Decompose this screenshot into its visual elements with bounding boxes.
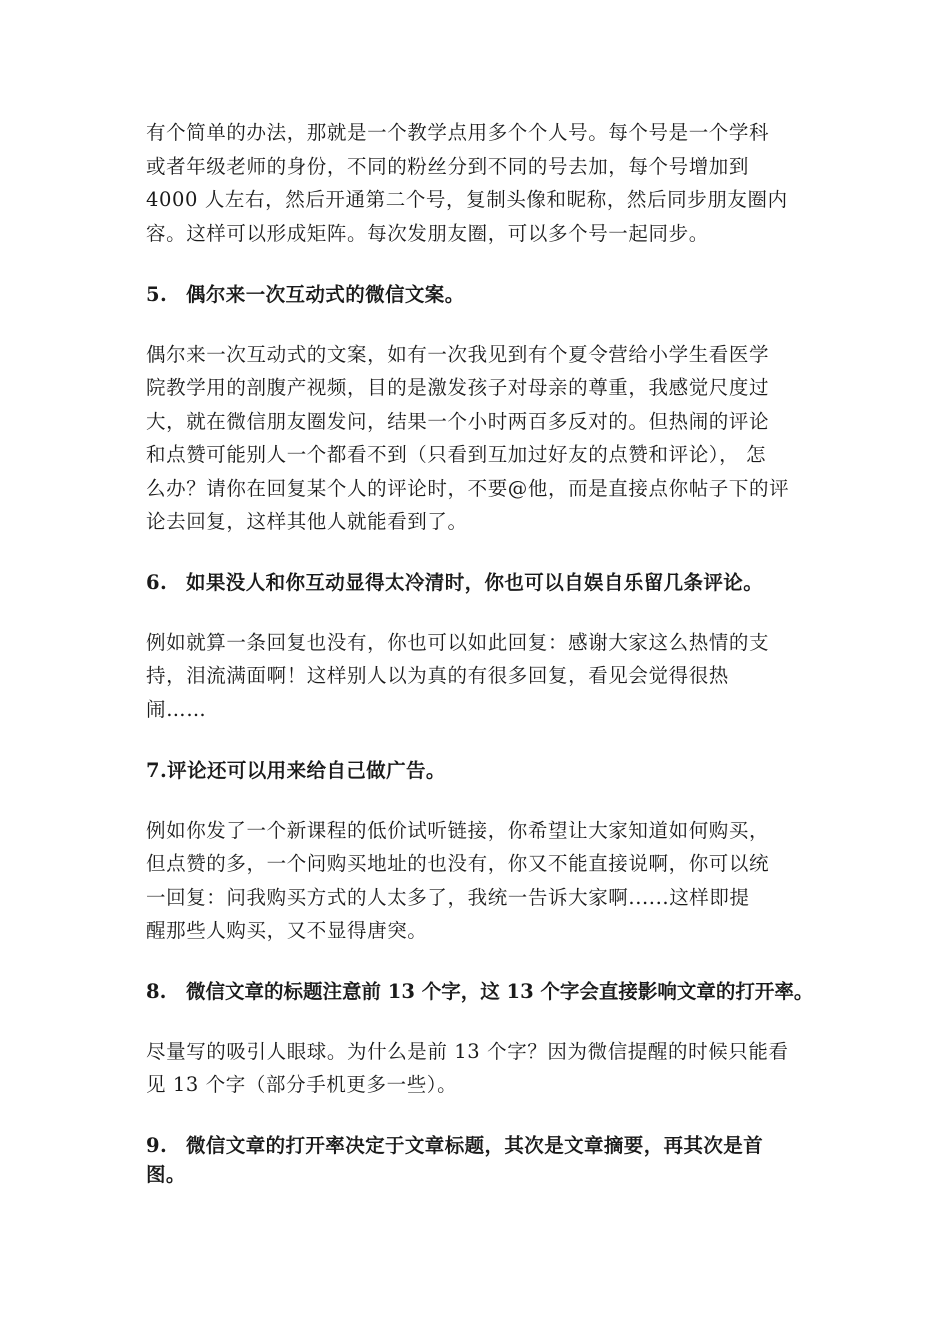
section-heading-6	[146, 571, 763, 595]
paragraph-line: 或者年级老师的身份，不同的粉丝分到不同的号去加，每个号增加到	[146, 155, 750, 178]
heading-number: 7.	[146, 759, 168, 782]
paragraph-line: 论去回复，这样其他人就能看到了。	[146, 510, 468, 533]
heading-text: 微信文章的打开率决定于文章标题，其次是文章摘要，再其次是首	[186, 1134, 764, 1157]
paragraph-line: 醒那些人购买，又不显得唐突。	[146, 919, 428, 942]
section-heading-8	[146, 980, 813, 1004]
paragraph-line: 有个简单的办法，那就是一个教学点用多个个人号。每个号是一个学科	[146, 121, 770, 144]
paragraph-line: 尽量写的吸引人眼球。为什么是前 13 个字？因为微信提醒的时候只能看	[146, 1040, 789, 1063]
heading-text: 评论还可以用来给自己做广告。	[167, 759, 446, 782]
paragraph-line: 例如就算一条回复也没有，你也可以如此回复：感谢大家这么热情的支	[146, 631, 770, 654]
paragraph-line: 大，就在微信朋友圈发问，结果一个小时两百多反对的。但热闹的评论	[146, 410, 770, 433]
paragraph-line: 院教学用的剖腹产视频，目的是激发孩子对母亲的尊重，我感觉尺度过	[146, 376, 770, 399]
heading-number: 6.	[146, 571, 168, 594]
paragraph-line: 例如你发了一个新课程的低价试听链接，你希望让大家知道如何购买，	[146, 819, 770, 842]
heading-number: 8.	[146, 980, 167, 1003]
heading-text: 如果没人和你互动显得太冷清时，你也可以自娱自乐留几条评论。	[186, 571, 764, 594]
paragraph-line: 4000 人左右，然后开通第二个号，复制头像和昵称，然后同步朋友圈内	[146, 188, 788, 211]
section-heading-9	[146, 1134, 763, 1158]
paragraph-line: 偶尔来一次互动式的文案，如有一次我见到有个夏令营给小学生看医学	[146, 343, 770, 366]
heading-text: 偶尔来一次互动式的微信文案。	[186, 283, 465, 306]
heading-text: 微信文章的标题注意前 13 个字，这 13 个字会直接影响文章的打开率。	[186, 980, 814, 1003]
section-heading-7	[146, 759, 446, 783]
paragraph-line: 容。这样可以形成矩阵。每次发朋友圈，可以多个号一起同步。	[146, 222, 709, 245]
section-heading-9-continued: 图。	[146, 1163, 186, 1186]
paragraph-line: 但点赞的多，一个问购买地址的也没有，你又不能直接说啊，你可以统	[146, 852, 770, 875]
paragraph-line: 一回复：问我购买方式的人太多了，我统一告诉大家啊......这样即提	[146, 886, 750, 909]
paragraph-line: 见 13 个字（部分手机更多一些）。	[146, 1073, 458, 1096]
paragraph-line: 持，泪流满面啊！这样别人以为真的有很多回复，看见会觉得很热	[146, 664, 729, 687]
paragraph-line: 和点赞可能别人一个都看不到（只看到互加过好友的点赞和评论）， 怎	[146, 443, 767, 466]
heading-number: 5.	[146, 283, 168, 306]
paragraph-line: 闹……	[146, 698, 207, 721]
section-heading-5	[146, 283, 465, 307]
paragraph-line: 么办？请你在回复某个人的评论时，不要@他，而是直接点你帖子下的评	[146, 477, 790, 500]
heading-number: 9.	[146, 1134, 168, 1157]
